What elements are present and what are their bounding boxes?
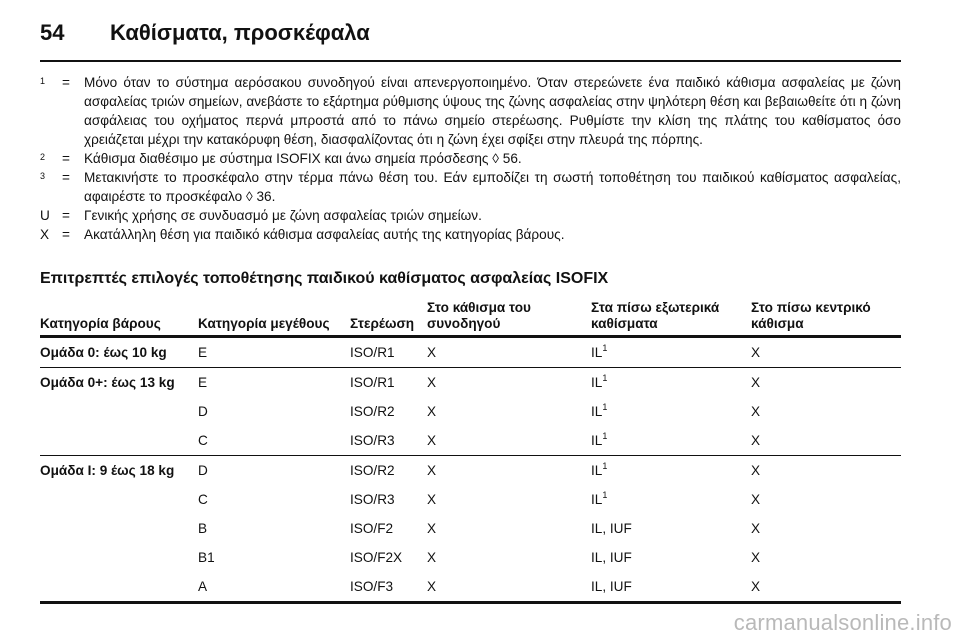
fixture-cell: ISO/R1 xyxy=(350,337,427,368)
size-cell: A xyxy=(198,572,350,603)
rear-outer-cell: $IL^1$ xyxy=(591,373,608,390)
footnote xyxy=(40,73,901,149)
page-number: 54 xyxy=(40,20,65,45)
front-seat-cell: X xyxy=(427,572,591,603)
weight-cell xyxy=(40,514,198,543)
section-heading: Επιτρεπτές επιλογές τοποθέτησης παιδικού καθίσματος ασφαλείας ISOFIX xyxy=(40,270,609,287)
rear-center-cell: X xyxy=(751,550,761,565)
rear-center-cell: X xyxy=(751,492,761,507)
size-cell: E xyxy=(198,375,208,390)
rear-center-cell: X xyxy=(751,404,761,419)
table-row xyxy=(40,426,901,456)
footnote-key: 1 xyxy=(40,76,46,86)
footnote-ref: 1 xyxy=(602,431,608,441)
table-row xyxy=(40,514,901,543)
fixture-cell: ISO/R1 xyxy=(350,375,395,390)
rear-center-cell: X xyxy=(751,572,901,603)
footnote xyxy=(40,149,901,168)
front-seat-cell: X xyxy=(427,375,437,390)
column-header-weight: Κατηγορία βάρους xyxy=(40,300,198,337)
weight-cell xyxy=(40,572,198,603)
fixture-cell: ISO/R3 xyxy=(350,426,427,456)
table-row xyxy=(40,337,901,368)
column-header-rear-center: Στο πίσω κεντρικό κάθισμα xyxy=(751,300,901,337)
front-seat-cell: X xyxy=(427,463,437,478)
rear-center-cell: X xyxy=(751,521,761,536)
footnote-equals: = xyxy=(62,75,70,90)
rear-center-cell: X xyxy=(751,463,761,478)
fixture-cell: ISO/R2 xyxy=(350,404,395,419)
rear-outer-cell: $IL^1$ xyxy=(591,337,751,368)
front-seat-cell: X xyxy=(427,337,591,368)
fixture-cell: ISO/R2 xyxy=(350,463,395,478)
rear-outer-cell: $IL^1$ xyxy=(591,426,751,456)
footnote-ref: 1 xyxy=(602,373,608,383)
footnote-key: 2 xyxy=(40,152,46,162)
footnote-text: Κάθισμα διαθέσιμο με σύστημα ISOFIX και άνω σημεία πρόσδεσης ◊ 56. xyxy=(84,151,522,166)
footnote-equals: = xyxy=(62,151,70,166)
size-cell: D xyxy=(198,463,208,478)
fixture-cell: ISO/F2 xyxy=(350,521,394,536)
column-header-size: Κατηγορία μεγέθους xyxy=(198,300,350,337)
front-seat-cell: X xyxy=(427,521,437,536)
footnote-ref: 1 xyxy=(602,490,608,500)
column-header-fixture: Στερέωση xyxy=(350,300,427,337)
table-row xyxy=(40,456,901,486)
footnote-text: Ακατάλληλη θέση για παιδικό κάθισμα ασφαλείας αυτής της κατηγορίας βάρους. xyxy=(84,227,565,242)
size-cell: D xyxy=(198,404,208,419)
weight-cell xyxy=(40,485,198,514)
size-cell: B xyxy=(198,521,208,536)
header-divider xyxy=(40,60,901,62)
weight-cell: Ομάδα I: 9 έως 18 kg xyxy=(40,463,175,478)
footnote-equals: = xyxy=(62,170,70,185)
table-row xyxy=(40,368,901,398)
footnote-key: 3 xyxy=(40,171,46,181)
front-seat-cell: X xyxy=(427,404,437,419)
footnote-equals: = xyxy=(62,227,70,242)
footnote xyxy=(40,225,901,244)
site-watermark: carmanualsonline.info xyxy=(733,610,952,635)
fixture-cell: ISO/R3 xyxy=(350,492,395,507)
rear-outer-cell: IL, IUF xyxy=(591,550,632,565)
weight-cell xyxy=(40,426,198,456)
size-cell: C xyxy=(198,492,208,507)
footnote-text: Μόνο όταν το σύστημα αερόσακου συνοδηγού είναι απενεργοποιημένο. Όταν στερεώνετε ένα παιδικό κάθισμα ασφαλείας με ζώνη ασφαλείας τριών σημείων, ανεβάστε το εξάρτημα ρύθμισης ύψους της ζώνης ασφαλείας στην ψηλότερη θέση και βεβαιωθείτε ότι η ζώνη ασφάλειας του οχήματος περνά μπροστά από το πάνω σημείο στερέωσης. Ρυθμίστε την κλίση της πλάτης του καθίσματος όσο χρειάζεται μέχρι την κατακόρυφη θέση, διασφαλίζοντας ότι η ζώνη έχει σφίξει στην πλευρά της πόρπης. xyxy=(84,75,901,147)
isofix-table xyxy=(40,300,901,604)
table-row xyxy=(40,397,901,426)
page-header xyxy=(40,10,901,60)
table-row xyxy=(40,572,901,603)
rear-outer-cell: $IL^1$ xyxy=(591,490,608,507)
page-title: Καθίσματα, προσκέφαλα xyxy=(110,20,370,45)
size-cell: E xyxy=(198,337,350,368)
weight-cell xyxy=(40,397,198,426)
rear-center-cell: X xyxy=(751,337,901,368)
footnote-text: Μετακινήστε το προσκέφαλο στην τέρμα πάνω θέση του. Εάν εμποδίζει τη σωστή τοποθέτηση του παιδικού καθίσματος ασφαλείας, αφαιρέστε το προσκέφαλο ◊ 36. xyxy=(84,170,901,204)
fixture-cell: ISO/F3 xyxy=(350,572,427,603)
footnote-text: Γενικής χρήσης σε συνδυασμό με ζώνη ασφαλείας τριών σημείων. xyxy=(84,208,482,223)
rear-outer-cell: IL, IUF xyxy=(591,521,632,536)
size-cell: C xyxy=(198,426,350,456)
size-cell: B1 xyxy=(198,550,215,565)
weight-cell: Ομάδα 0+: έως 13 kg xyxy=(40,375,175,390)
footnote xyxy=(40,168,901,206)
front-seat-cell: X xyxy=(427,492,437,507)
weight-cell: Ομάδα 0: έως 10 kg xyxy=(40,337,198,368)
rear-center-cell: X xyxy=(751,375,761,390)
rear-outer-cell: $IL^1$ xyxy=(591,402,608,419)
footnote-equals: = xyxy=(62,208,70,223)
footnote-key: U xyxy=(40,208,50,223)
column-header-front-seat: Στο κάθισμα του συνοδηγού xyxy=(427,300,591,337)
column-header-rear-outer: Στα πίσω εξωτερικά καθίσματα xyxy=(591,300,751,337)
footnotes-list xyxy=(40,73,901,244)
footnote-ref: 1 xyxy=(602,402,608,412)
footnote-ref: 1 xyxy=(602,343,608,353)
table-row xyxy=(40,485,901,514)
front-seat-cell: X xyxy=(427,550,437,565)
rear-outer-cell: $IL^1$ xyxy=(591,461,608,478)
footnote xyxy=(40,206,901,225)
fixture-cell: ISO/F2X xyxy=(350,550,403,565)
rear-outer-cell: IL, IUF xyxy=(591,572,751,603)
table-header-row xyxy=(40,300,901,337)
table-row xyxy=(40,543,901,572)
footnote-key: X xyxy=(40,227,50,242)
footnote-ref: 1 xyxy=(602,461,608,471)
rear-center-cell: X xyxy=(751,426,901,456)
front-seat-cell: X xyxy=(427,426,591,456)
weight-cell xyxy=(40,543,198,572)
